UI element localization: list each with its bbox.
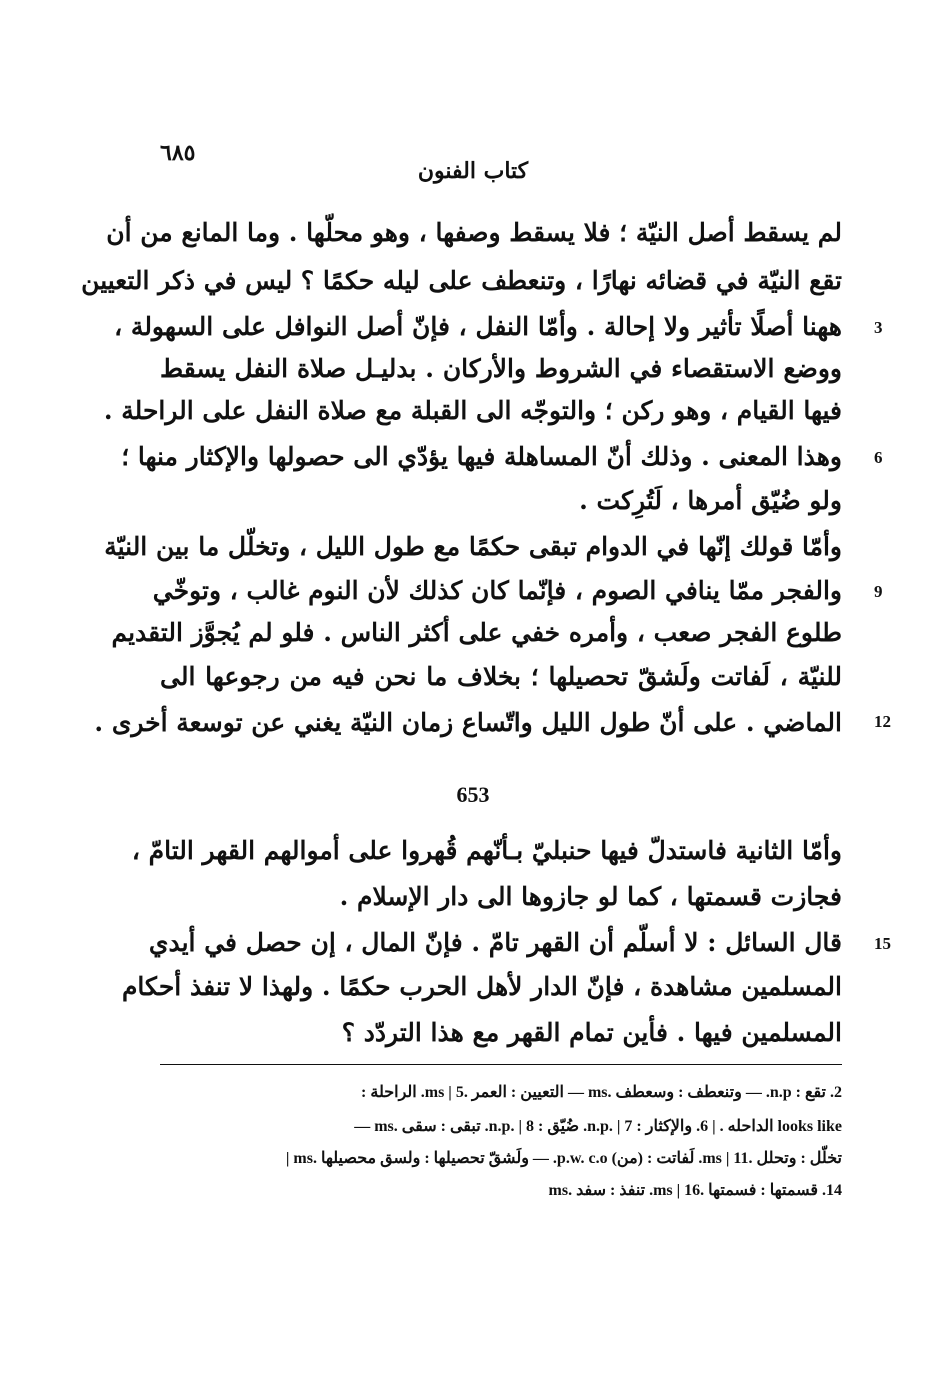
text-line: قال السائل : لا أسلّم أن القهر تامّ . فإنّ المال ، إن حصل في أيدي <box>148 928 842 957</box>
text-line: ههنا أصلًا تأثير ولا إحالة . وأمّا النفل ، فإنّ أصل النوافل على السهولة ، <box>114 312 842 341</box>
text-line: للنيّة ، لَفاتت ولَشقّ تحصيلها ؛ بخلاف ما نحن فيه من رجوعها الى <box>160 662 842 691</box>
footnote-line: تخلّل : وتحلل .ms | 11. لَفاتت : (من) p.w. c.o. — ولَشقّ تحصيلها : ولسق محصيلها .ms | <box>285 1150 842 1167</box>
footnote-line: looks like الداحله . | 6. والإكثار : n.p. | 7. ضُيّق : n.p. | 8. تبقى : سقى .ms — <box>354 1118 842 1135</box>
running-head: كتاب الفنون <box>417 158 529 184</box>
footnote-rule <box>160 1064 842 1065</box>
footnote-line: 14. قسمتها : فسمتها .ms | 16. تنفذ : سفد .ms <box>548 1182 842 1199</box>
page-number: ٦٨٥ <box>160 140 196 166</box>
line-number: 6 <box>874 448 883 467</box>
text-line: وهذا المعنى . وذلك أنّ المساهلة فيها يؤدّي الى حصولها والإكثار منها ؛ <box>121 442 842 471</box>
text-line: والفجر ممّا ينافي الصوم ، فإنّما كان كذلك لأن النوم غالب ، وتوخّي <box>152 576 842 605</box>
text-line: ولو ضُيّق أمرها ، لَتُرِكت . <box>579 486 842 515</box>
text-line: فجازت قسمتها ، كما لو جازوها الى دار الإسلام . <box>339 882 842 911</box>
text-line: الماضي . على أنّ طول الليل واتّساع زمان النيّة يغني عن توسعة أخرى . <box>94 708 842 737</box>
footnote-line: 2. تقع : n.p. — وتنعطف : وسعطف .ms — التعيين : العمر .ms | 5. الراحلة : <box>361 1084 842 1101</box>
text-line: فيها القيام ، وهو ركن ؛ والتوجّه الى القبلة مع صلاة النفل على الراحلة . <box>103 396 842 425</box>
text-line: المسلمين فيها . فأين تمام القهر مع هذا التردّد ؟ <box>341 1018 842 1047</box>
text-line: لم يسقط أصل النيّة ؛ فلا يسقط وصفها ، وهو محلّها . وما المانع من أن <box>106 218 842 247</box>
text-line: تقع النيّة في قضائه نهارًا ، وتنعطف على ليله حكمًا ؟ ليس في ذكر التعيين <box>81 266 842 295</box>
text-line: المسلمين مشاهدة ، فإنّ الدار لأهل الحرب حكمًا . ولهذا لا تنفذ أحكام <box>121 972 842 1001</box>
section-number: 653 <box>456 782 490 807</box>
line-number: 12 <box>874 712 891 731</box>
text-line: وأمّا الثانية فاستدلّ فيها حنبليّ بـأنّهم قُهروا على أموالهم القهر التامّ ، <box>131 836 842 865</box>
text-line: وأمّا قولك إنّها في الدوام تبقى حكمًا مع طول الليل ، وتخلّل ما بين النيّة <box>104 532 842 561</box>
line-number: 9 <box>874 582 883 601</box>
line-number: 15 <box>874 934 891 953</box>
text-line: ووضع الاستقصاء في الشروط والأركان . بدليـل صلاة النفل يسقط <box>160 354 842 383</box>
text-line: طلوع الفجر صعب ، وأمره خفي على أكثر الناس . فلو لم يُجوَّز التقديم <box>111 618 842 647</box>
line-number: 3 <box>874 318 883 337</box>
